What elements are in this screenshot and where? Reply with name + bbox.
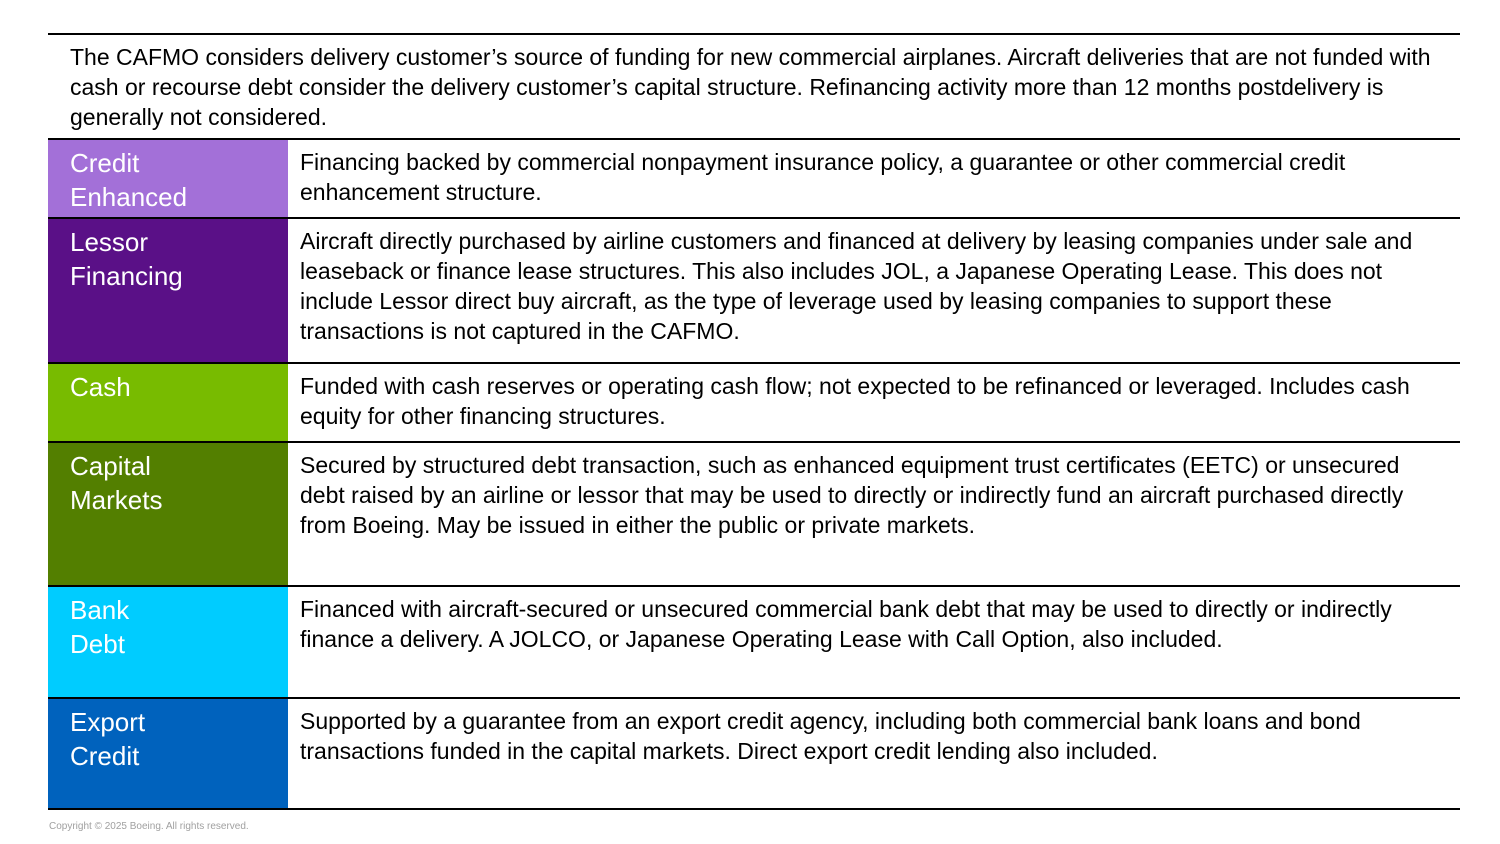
row-description: Financed with aircraft-secured or unsecured commercial bank debt that may be used to directly or indirectly finance a delivery. A JOLCO, or Japanese Operating Lease with Call Option, also included. xyxy=(300,596,1392,652)
row-description: Financing backed by commercial nonpayment insurance policy, a guarantee or other commercial credit enhancement structure. xyxy=(300,149,1346,205)
row-description: Funded with cash reserves or operating cash flow; not expected to be refinanced or leveraged. Includes cash equity for other financing structures. xyxy=(300,373,1410,429)
row-description: Aircraft directly purchased by airline customers and financed at delivery by leasing companies under sale and leaseback or finance lease structures. This also includes JOL, a Japanese Operating Lease. This does not include Lessor direct buy aircraft, as the type of leverage used by leasing companies to support these transactions is not captured in the CAFMO. xyxy=(300,228,1413,344)
label-line: Markets xyxy=(70,485,163,515)
table-row-cash xyxy=(48,362,1460,441)
label-line: Export xyxy=(70,707,146,737)
financing-types-table xyxy=(48,138,1460,810)
label-line: Credit xyxy=(70,148,140,178)
table-row-capital-markets xyxy=(48,441,1460,585)
row-description: Supported by a guarantee from an export credit agency, including both commercial bank loans and bond transactions funded in the capital markets. Direct export credit lending also included. xyxy=(300,708,1361,764)
label-line: Enhanced xyxy=(70,182,188,212)
row-label-capital-markets xyxy=(48,443,288,585)
row-description: Secured by structured debt transaction, such as enhanced equipment trust certificates (EETC) or unsecured debt raised by an airline or lessor that may be used to directly or indirectly fund an aircraft purchased directly from Boeing. May be issued in either the public or private markets. xyxy=(300,452,1404,538)
row-label-bank-debt xyxy=(48,587,288,697)
table-row-credit-enhanced xyxy=(48,138,1460,217)
table-row-lessor-financing xyxy=(48,217,1460,362)
label-line: Cash xyxy=(70,372,131,402)
copyright-footer: Copyright © 2025 Boeing. All rights reserved. xyxy=(49,821,249,832)
intro-paragraph xyxy=(48,33,1460,138)
label-line: Debt xyxy=(70,629,125,659)
row-label-export-credit xyxy=(48,699,288,808)
row-label-cash xyxy=(48,364,288,441)
label-line: Financing xyxy=(70,261,183,291)
table-row-export-credit xyxy=(48,697,1460,810)
label-line: Capital xyxy=(70,451,151,481)
row-label-lessor-financing xyxy=(48,219,288,362)
label-line: Bank xyxy=(70,595,130,625)
row-label-credit-enhanced xyxy=(48,140,288,217)
intro-text: The CAFMO considers delivery customer’s source of funding for new commercial airplanes. Aircraft deliveries that are not funded with cash or recourse debt consider the delivery customer’s capital structure. Refinancing activity more than 12 months postdelivery is generally not considered. xyxy=(70,44,1431,130)
label-line: Credit xyxy=(70,741,140,771)
label-line: Lessor xyxy=(70,227,149,257)
table-row-bank-debt xyxy=(48,585,1460,697)
